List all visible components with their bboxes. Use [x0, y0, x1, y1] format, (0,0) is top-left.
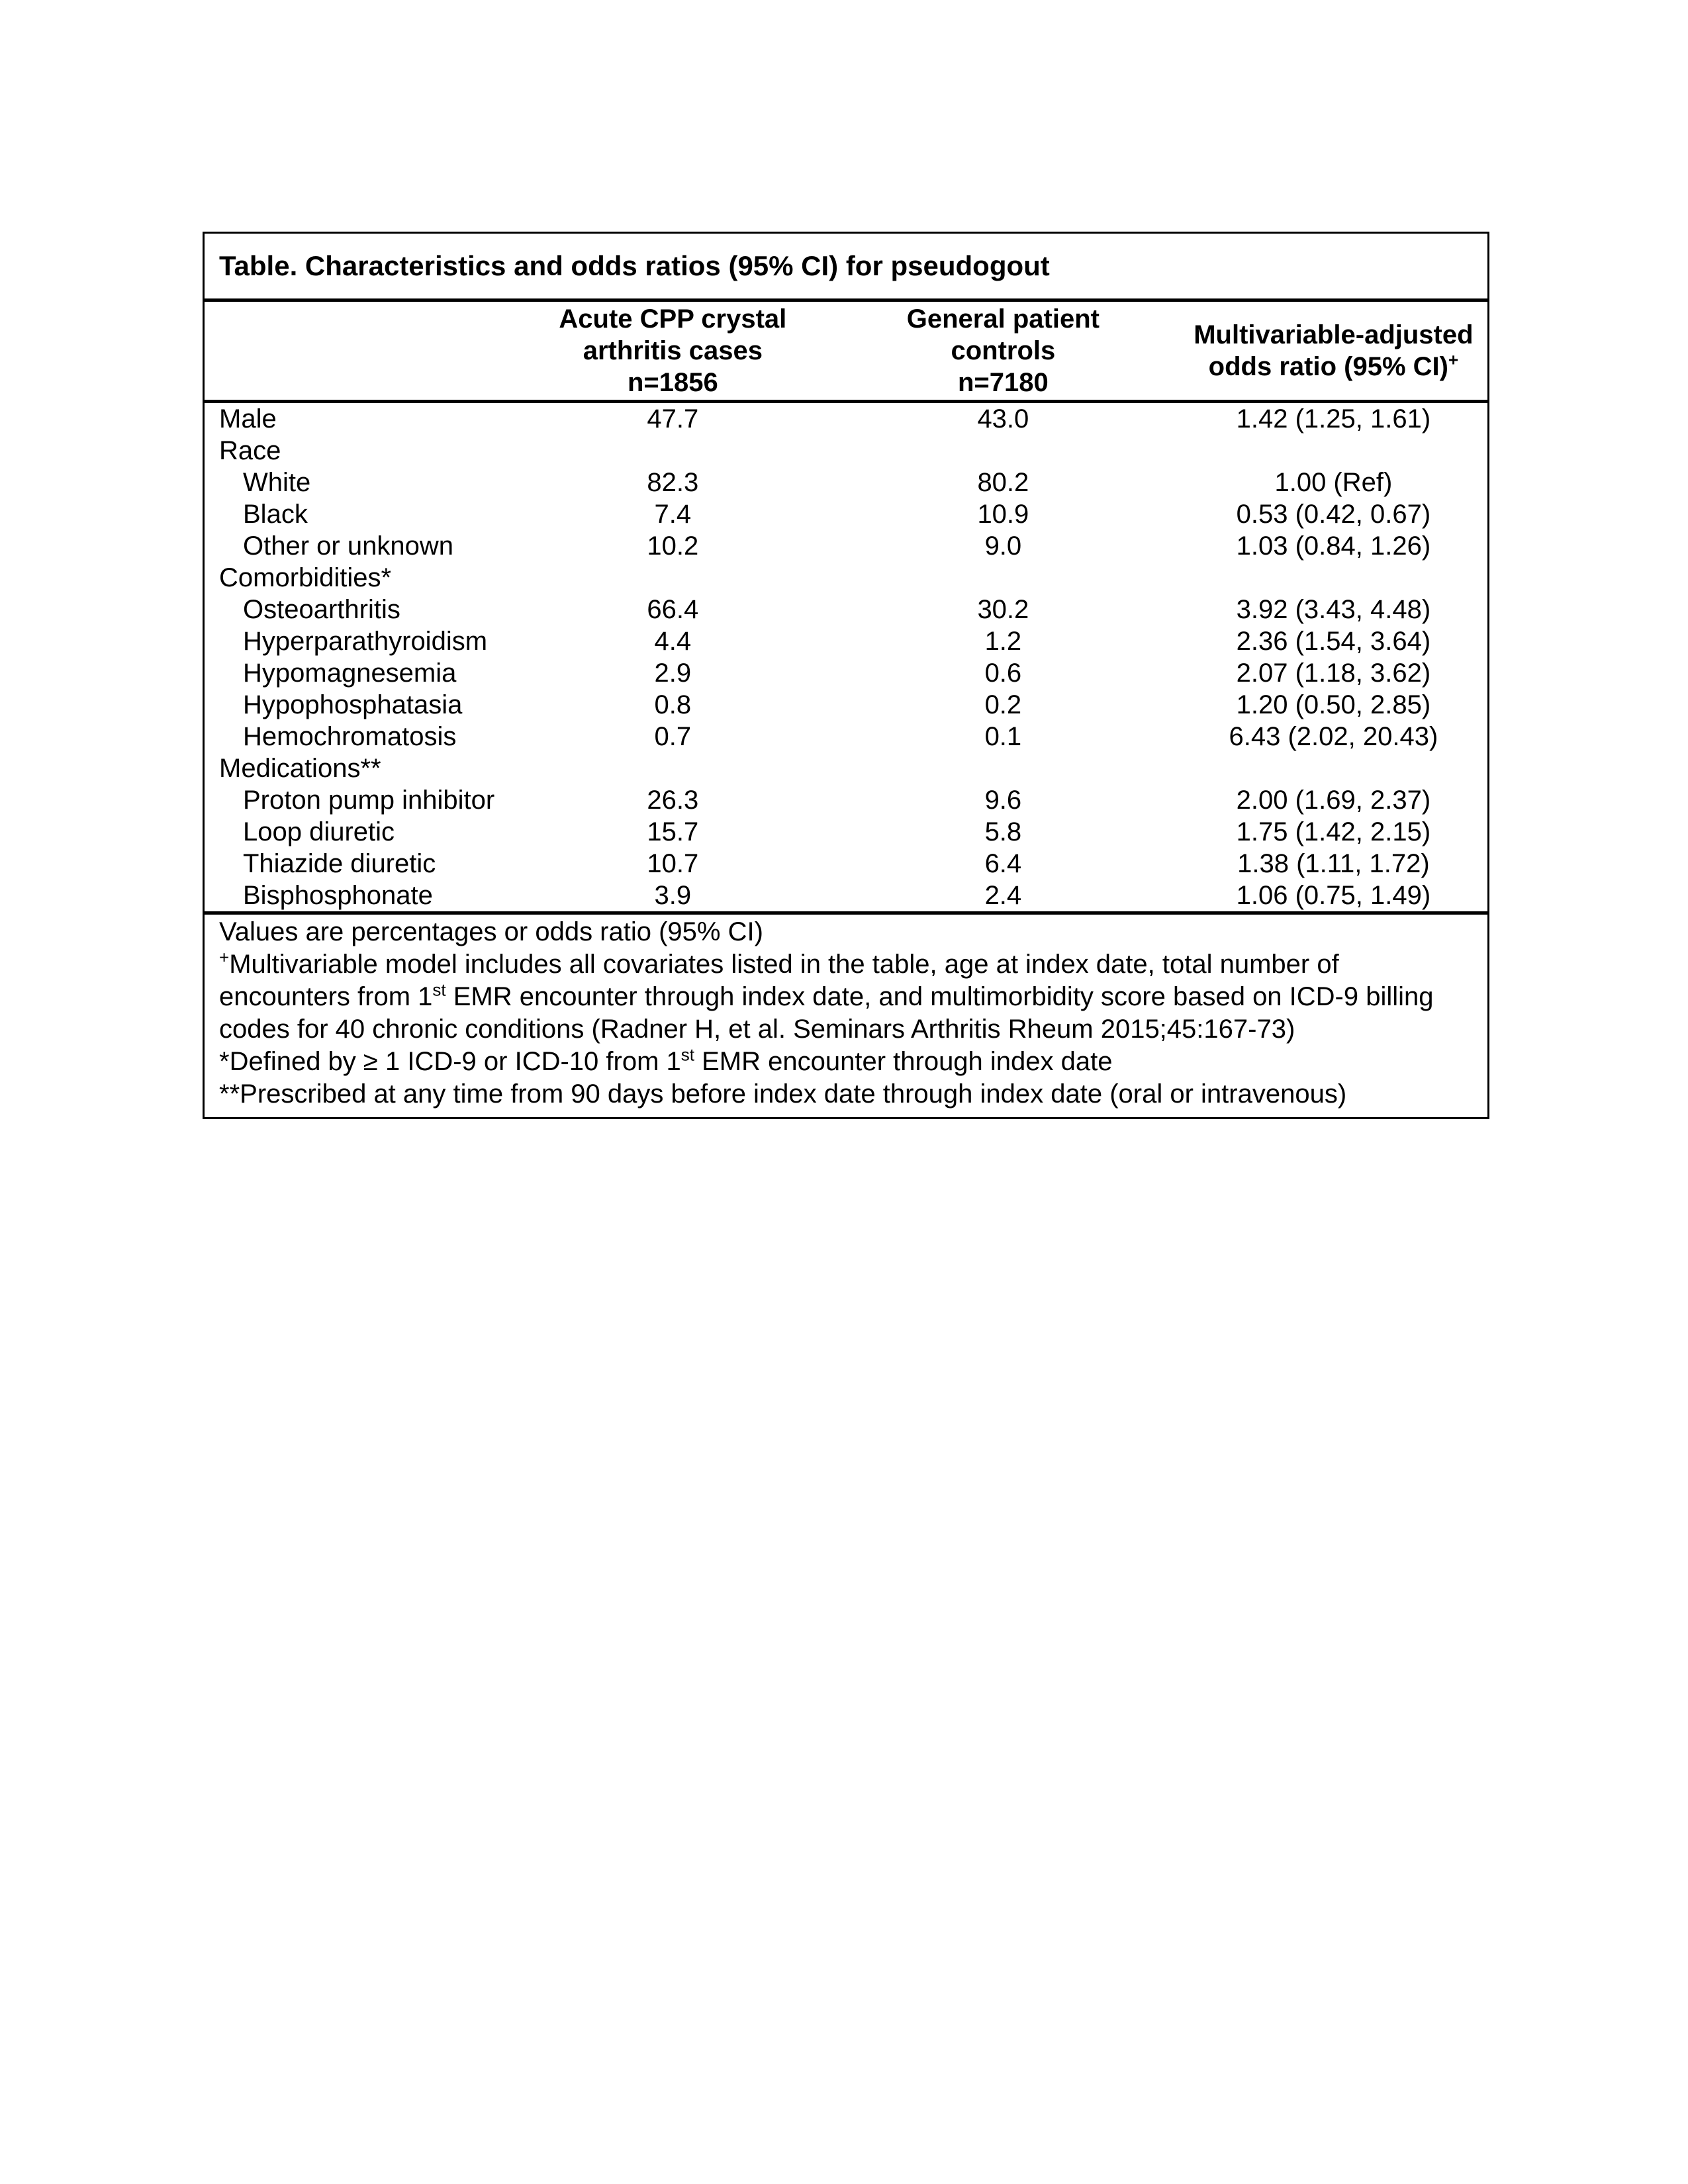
row-label: Comorbidities*: [219, 563, 392, 592]
row-controls-value: [828, 562, 1178, 594]
row-or-value: [1178, 752, 1489, 784]
table-row-white: [205, 467, 1487, 498]
footnote-multivariable-text-2: EMR encounter through index date, and multimorbidity score based on ICD-9 billing codes for 40 chronic conditions (Radner H, et al. Seminars Arthritis Rheum 2015;45:167-73): [219, 982, 1434, 1044]
row-or-value: 1.38 (1.11, 1.72): [1237, 849, 1430, 878]
header-col-cases: [518, 303, 828, 398]
header-or-superscript: +: [1448, 349, 1459, 370]
footnote-multivariable-text-1: Multivariable model includes all covariates listed in the table, age at index date, total number of encounters from 1: [219, 950, 1339, 1011]
table-row-race-section: [205, 435, 1487, 467]
row-label: Osteoarthritis: [243, 595, 400, 624]
row-label: Thiazide diuretic: [243, 849, 436, 878]
footnote-prescribed: **Prescribed at any time from 90 days before index date through index date (oral or intravenous): [219, 1079, 1347, 1109]
row-label: Male: [219, 404, 277, 433]
row-cases-value: 10.2: [647, 531, 699, 561]
row-controls-value: 1.2: [984, 627, 1022, 656]
row-controls-value: 0.6: [984, 659, 1022, 688]
row-controls-value: 6.4: [984, 849, 1022, 878]
row-cases-value: 3.9: [654, 881, 692, 910]
row-or-value: 0.53 (0.42, 0.67): [1236, 500, 1431, 529]
header-or-line2-text: odds ratio (95% CI): [1208, 352, 1448, 381]
row-controls-value: 0.2: [984, 690, 1022, 719]
row-label: Proton pump inhibitor: [243, 786, 495, 815]
header-controls-line2: controls: [951, 336, 1056, 365]
row-cases-value: 47.7: [647, 404, 699, 433]
table-footnotes: [205, 911, 1487, 1117]
row-cases-value: 2.9: [654, 659, 692, 688]
row-or-value: [1178, 562, 1489, 594]
footnote-values: Values are percentages or odds ratio (95% CI): [219, 917, 763, 946]
row-controls-value: 0.1: [984, 722, 1022, 751]
row-cases-value: 7.4: [654, 500, 692, 529]
header-cases-line1: Acute CPP crystal: [559, 304, 787, 334]
row-or-value: 3.92 (3.43, 4.48): [1236, 595, 1431, 624]
table-title: Table. Characteristics and odds ratios (95% CI) for pseudogout: [205, 234, 1487, 302]
row-or-value: 2.00 (1.69, 2.37): [1236, 786, 1431, 815]
row-controls-value: [828, 435, 1178, 467]
row-cases-value: 15.7: [647, 817, 699, 846]
row-label: Medications**: [219, 754, 381, 783]
row-or-value: 1.75 (1.42, 2.15): [1236, 817, 1431, 846]
row-or-value: 1.00 (Ref): [1274, 468, 1393, 497]
header-or-line1: Multivariable-adjusted: [1194, 320, 1474, 349]
row-or-value: 6.43 (2.02, 20.43): [1229, 722, 1438, 751]
table-row-loop-diuretic: [205, 816, 1487, 848]
pseudogout-table: [203, 232, 1489, 1119]
row-label: Hemochromatosis: [243, 722, 457, 751]
row-label: Black: [243, 500, 308, 529]
row-label: Hypophosphatasia: [243, 690, 463, 719]
footnote-defined: [219, 1046, 1473, 1078]
table-header-row: [205, 302, 1487, 403]
row-cases-value: [518, 435, 828, 467]
row-cases-value: [518, 752, 828, 784]
row-label: White: [243, 468, 311, 497]
header-controls-line3: n=7180: [957, 368, 1049, 397]
header-or-line2: [1178, 351, 1489, 383]
table-row-proton-pump-inhibitor: [205, 784, 1487, 816]
row-cases-value: 66.4: [647, 595, 699, 624]
header-cases-line3: n=1856: [627, 368, 718, 397]
row-cases-value: 82.3: [647, 468, 699, 497]
table-row-hyperparathyroidism: [205, 625, 1487, 657]
row-controls-value: 2.4: [984, 881, 1022, 910]
row-or-value: 2.07 (1.18, 3.62): [1236, 659, 1431, 688]
row-controls-value: 43.0: [977, 404, 1029, 433]
header-controls-line1: General patient: [906, 304, 1100, 334]
table-body: [205, 403, 1487, 911]
footnote-defined-text-1: *Defined by ≥ 1 ICD-9 or ICD-10 from 1: [219, 1047, 681, 1076]
footnote-multivariable: [219, 948, 1473, 1046]
row-cases-value: 26.3: [647, 786, 699, 815]
row-label: Bisphosphonate: [243, 881, 433, 910]
table-row-hypophosphatasia: [205, 689, 1487, 721]
row-cases-value: 4.4: [654, 627, 692, 656]
footnote-defined-text-2: EMR encounter through index date: [694, 1047, 1113, 1076]
footnote-multivariable-st-superscript: st: [432, 979, 446, 1000]
footnote-defined-st-superscript: st: [680, 1044, 694, 1065]
table-row-thiazide-diuretic: [205, 848, 1487, 880]
footnote-multivariable-plus-superscript: +: [219, 947, 230, 968]
table-row-bisphosphonate: [205, 880, 1487, 911]
row-cases-value: 0.8: [654, 690, 692, 719]
row-cases-value: 10.7: [647, 849, 699, 878]
row-controls-value: 80.2: [977, 468, 1029, 497]
row-controls-value: [828, 752, 1178, 784]
row-or-value: 1.42 (1.25, 1.61): [1236, 404, 1431, 433]
row-cases-value: 0.7: [654, 722, 692, 751]
row-label: Hypomagnesemia: [243, 659, 457, 688]
row-or-value: 1.20 (0.50, 2.85): [1236, 690, 1431, 719]
row-or-value: 1.03 (0.84, 1.26): [1236, 531, 1431, 561]
row-or-value: 1.06 (0.75, 1.49): [1236, 881, 1431, 910]
row-label: Other or unknown: [243, 531, 453, 561]
table-row-black: [205, 498, 1487, 530]
table-row-male: [205, 403, 1487, 435]
row-label: Hyperparathyroidism: [243, 627, 488, 656]
table-row-hemochromatosis: [205, 721, 1487, 752]
table-row-other-unknown: [205, 530, 1487, 562]
row-controls-value: 5.8: [984, 817, 1022, 846]
row-label: Loop diuretic: [243, 817, 395, 846]
row-label: Race: [219, 436, 281, 465]
header-col-odds-ratio: [1178, 319, 1489, 383]
row-cases-value: [518, 562, 828, 594]
row-controls-value: 10.9: [977, 500, 1029, 529]
table-row-hypomagnesemia: [205, 657, 1487, 689]
row-or-value: [1178, 435, 1489, 467]
row-controls-value: 9.0: [984, 531, 1022, 561]
row-controls-value: 30.2: [977, 595, 1029, 624]
row-or-value: 2.36 (1.54, 3.64): [1236, 627, 1431, 656]
table-row-comorbidities-section: [205, 562, 1487, 594]
row-controls-value: 9.6: [984, 786, 1022, 815]
table-row-medications-section: [205, 752, 1487, 784]
header-col-controls: [828, 303, 1178, 398]
table-row-osteoarthritis: [205, 594, 1487, 625]
header-cases-line2: arthritis cases: [583, 336, 763, 365]
